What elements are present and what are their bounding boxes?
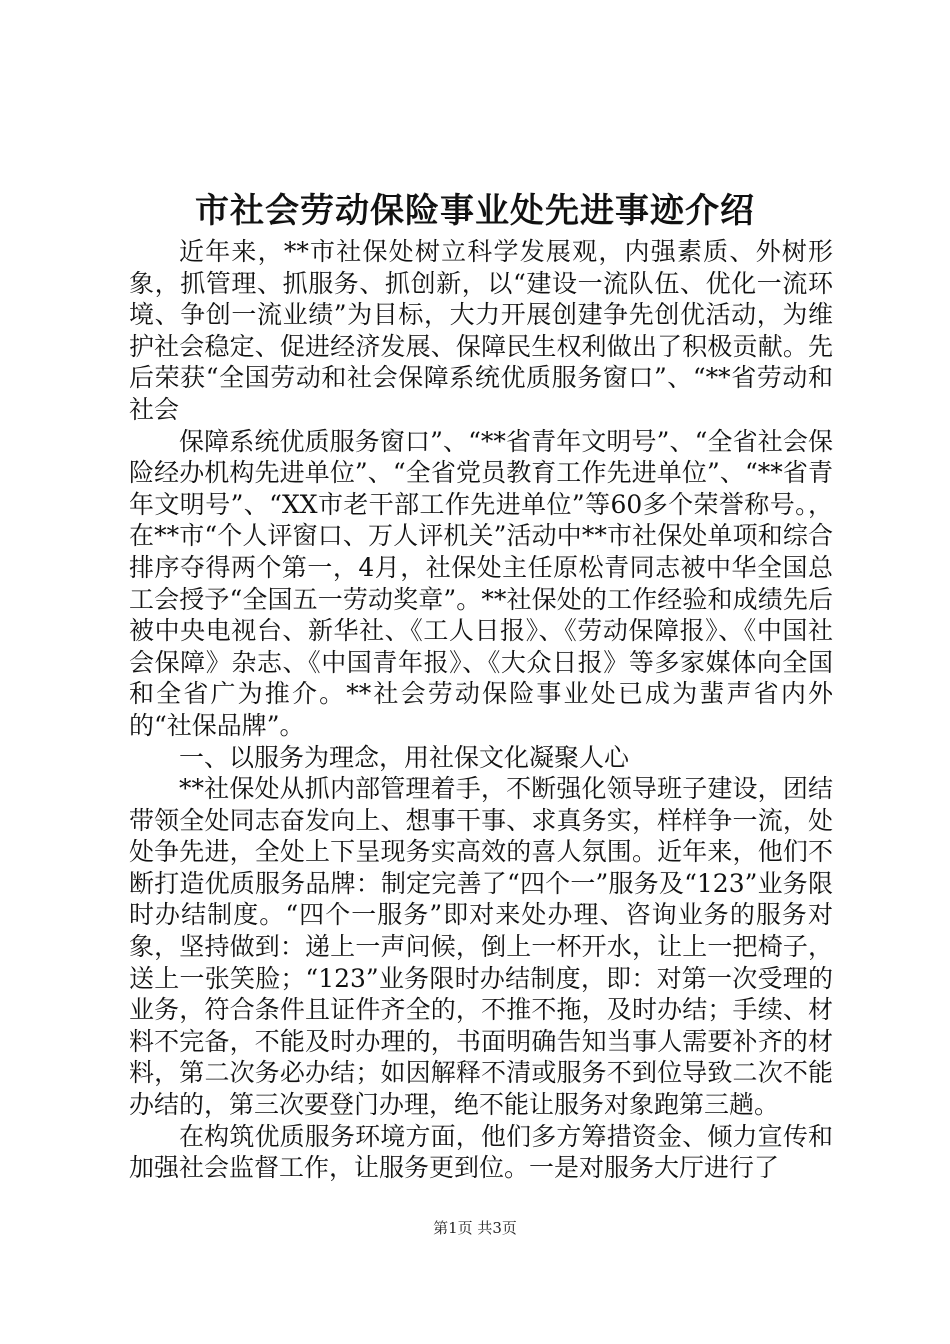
paragraph-environment: 在构筑优质服务环境方面，他们多方筹措资金、倾力宣传和加强社会监督工作，让服务更到位。一是对服务大厅进行了 xyxy=(129,1121,833,1183)
document-title: 市社会劳动保险事业处先进事迹介绍 xyxy=(195,191,755,231)
paragraph-honors: 保障系统优质服务窗口”、“**省青年文明号”、“全省社会保险经办机构先进单位”、“全省党员教育工作先进单位”、“**省青年文明号”、“XX市老干部工作先进单位”等60多个荣誉称号。，在**市“个人评窗口、万人评机关”活动中**市社保处单项和综合排序夺得两个第一，4月，社保处主任原松青同志被中华全国总工会授予“全国五一劳动奖章”。**社保处的工作经验和成绩先后被中央电视台、新华社、《工人日报》、《劳动保障报》、《中国社会保障》杂志、《中国青年报》、《大众日报》等多家媒体向全国和全省广为推介。**社会劳动保险事业处已成为蜚声省内外的“社保品牌”。 xyxy=(129,426,833,740)
section-heading-1: 一、以服务为理念，用社保文化凝聚人心 xyxy=(179,742,630,772)
paragraph-service: **社保处从抓内部管理着手，不断强化领导班子建设，团结带领全处同志奋发向上、想事干事、求真务实，样样争一流，处处争先进，全处上下呈现务实高效的喜人氛围。近年来，他们不断打造优质服务品牌：制定完善了“四个一”服务及“123”业务限时办结制度。“四个一服务”即对来处办理、咨询业务的服务对象，坚持做到：递上一声问候，倒上一杯开水，让上一把椅子，送上一张笑脸；“123”业务限时办结制度，即：对第一次受理的业务，符合条件且证件齐全的，不推不拖，及时办结；手续、材料不完备，不能及时办理的，书面明确告知当事人需要补齐的材料，第二次务必办结；如因解释不清或服务不到位导致二次不能办结的，第三次要登门办理，绝不能让服务对象跑第三趟。 xyxy=(129,774,833,1120)
page-footer: 第1页 共3页 xyxy=(433,1219,517,1237)
document-body xyxy=(129,236,833,1184)
paragraph-intro: 近年来，**市社保处树立科学发展观，内强素质、外树形象，抓管理、抓服务、抓创新，以“建设一流队伍、优化一流环境、争创一流业绩”为目标，大力开展创建争先创优活动，为维护社会稳定、促进经济发展、保障民生权利做出了积极贡献。先后荣获“全国劳动和社会保障系统优质服务窗口”、“**省劳动和社会 xyxy=(129,237,833,424)
